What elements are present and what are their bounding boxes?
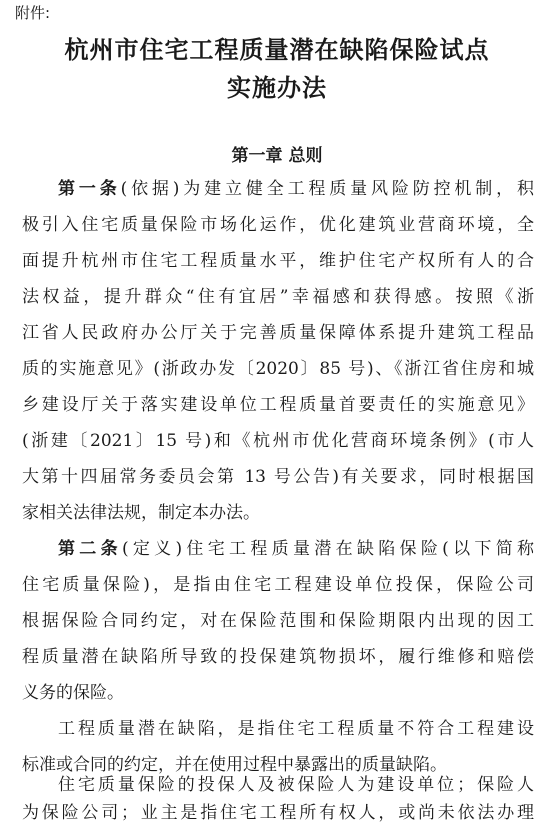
article-2-label: 第二条 — [58, 539, 122, 559]
attachment-label: 附件: — [15, 4, 51, 22]
defect-paragraph-line-1: 工程质量潜在缺陷，是指住宅工程质量不符合工程建设 — [58, 719, 534, 739]
insured-paragraph-line-2: 为保险公司；业主是指住宅工程所有权人，或尚未依法办理 — [22, 803, 534, 823]
document-title-line-1: 杭州市住宅工程质量潜在缺陷保险试点 — [64, 35, 490, 64]
article-1-line-4: 法权益，提升群众“住有宜居”幸福感和获得感。按照《浙 — [22, 287, 534, 307]
article-1-line-7: 乡建设厅关于落实建设单位工程质量首要责任的实施意见》 — [22, 395, 534, 415]
article-2-line-1 — [22, 536, 534, 562]
article-1-line-8: (浙建〔2021〕15 号)和《杭州市优化营商环境条例》(市人 — [22, 431, 534, 451]
article-2-line-4: 程质量潜在缺陷所导致的投保建筑物损坏，履行维修和赔偿 — [22, 647, 534, 667]
article-2-line-5: 义务的保险。 — [22, 683, 124, 703]
article-2-line-2: 住宅质量保险)，是指由住宅工程建设单位投保，保险公司 — [22, 575, 534, 595]
article-1-line-1 — [22, 176, 534, 202]
document-title-line-2: 实施办法 — [227, 73, 327, 102]
chapter-heading: 第一章 总则 — [231, 146, 323, 166]
defect-paragraph-line-2: 标准或合同的约定，并在使用过程中暴露出的质量缺陷。 — [22, 755, 447, 775]
article-1-text-1: (依据)为建立健全工程质量风险防控机制，积 — [120, 179, 534, 199]
article-2-text-1: (定义)住宅工程质量潜在缺陷保险(以下简称 — [121, 539, 534, 559]
article-1-line-3: 面提升杭州市住宅工程质量水平，维护住宅产权所有人的合 — [22, 251, 534, 271]
article-1-label: 第一条 — [58, 179, 121, 199]
article-1-line-2: 极引入住宅质量保险市场化运作，优化建筑业营商环境，全 — [22, 215, 534, 235]
article-1-line-9: 大第十四届常务委员会第 13 号公告)有关要求，同时根据国 — [22, 467, 534, 487]
article-1-line-6: 质的实施意见》(浙政办发〔2020〕85 号)、《浙江省住房和城 — [22, 359, 534, 379]
article-2-line-3: 根据保险合同约定，对在保险范围和保险期限内出现的因工 — [22, 611, 534, 631]
article-1-line-10: 家相关法律法规，制定本办法。 — [22, 503, 260, 523]
insured-paragraph-line-1: 住宅质量保险的投保人及被保险人为建设单位；保险人 — [58, 775, 534, 795]
article-1-line-5: 江省人民政府办公厅关于完善质量保障体系提升建筑工程品 — [22, 323, 534, 343]
